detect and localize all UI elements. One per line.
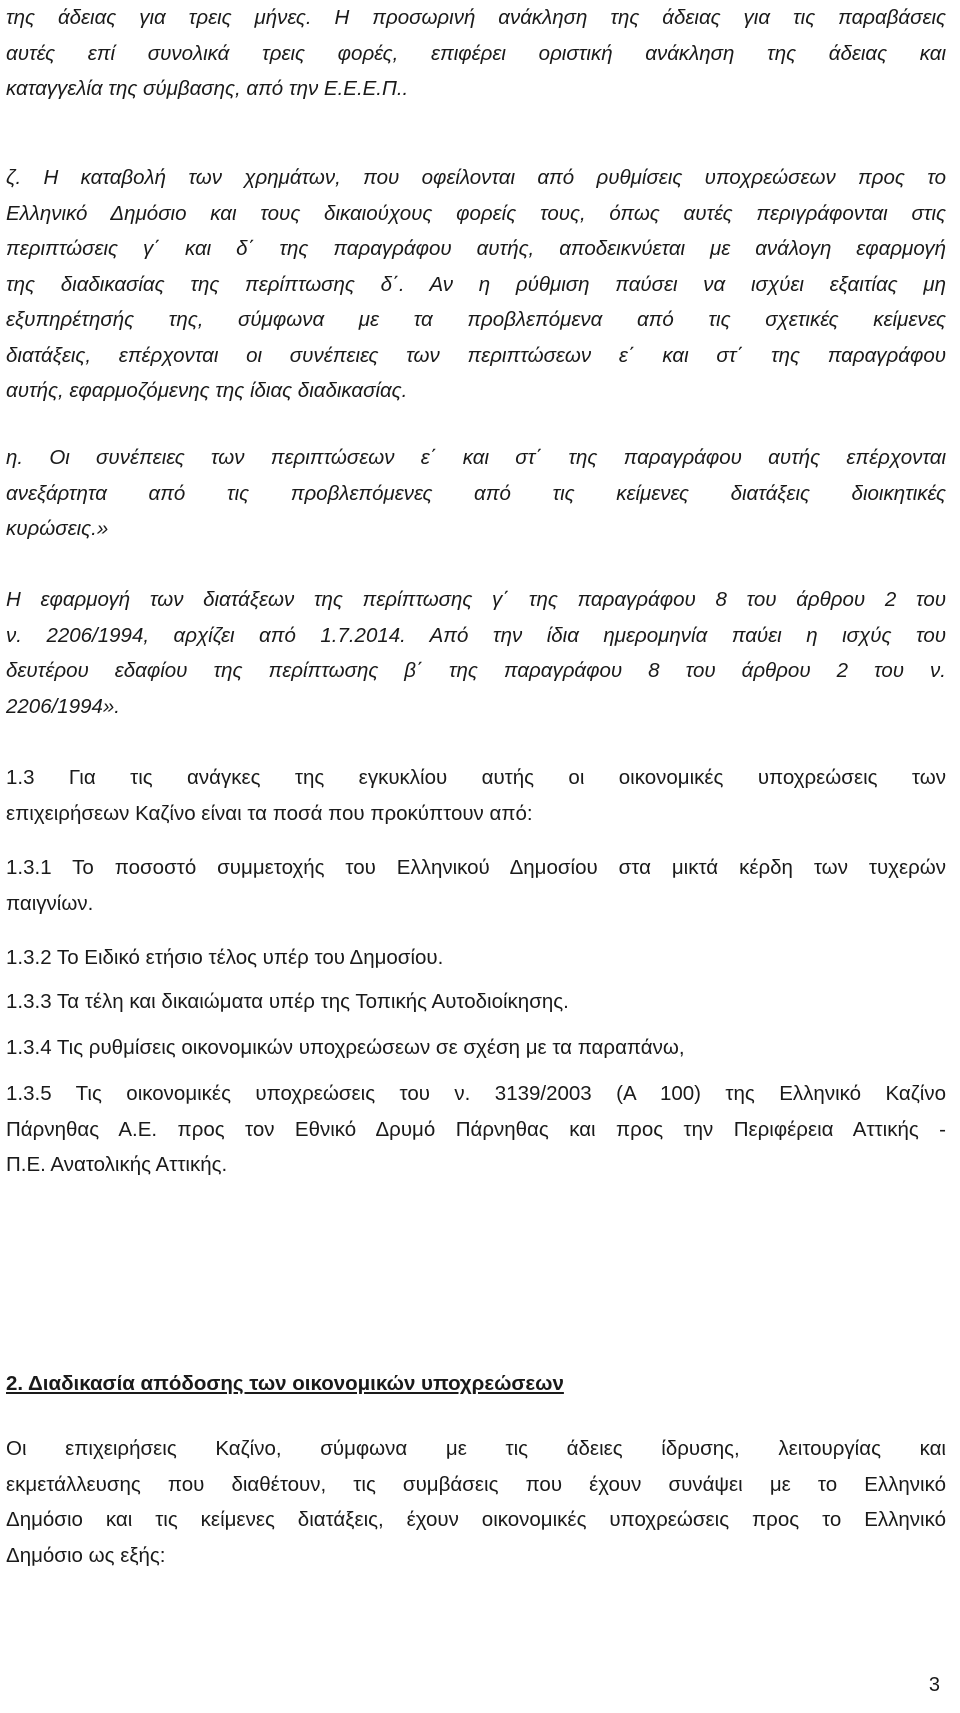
text-line: 2206/1994».	[6, 694, 121, 718]
section-heading: 2. Διαδικασία απόδοσης των οικονομικών υποχρεώσεων	[6, 1372, 564, 1395]
text-line: 1.3.2 Το Ειδικό ετήσιο τέλος υπέρ του Δημοσίου.	[6, 946, 444, 969]
text-line: εκμετάλλευσης που διαθέτουν, τις συμβάσεις που έχουν συνάψει με το Ελληνικό	[6, 1472, 946, 1496]
text-line: ζ. Η καταβολή των χρημάτων, που οφείλονται από ρυθμίσεις υποχρεώσεων προς το	[6, 166, 946, 189]
text-line: Ελληνικό Δημόσιο και τους δικαιούχους φορείς τους, όπως αυτές περιγράφονται στις	[6, 201, 946, 225]
text-line: καταγγελία της σύμβασης, από την Ε.Ε.Ε.Π..	[6, 77, 409, 100]
text-line: 1.3 Για τις ανάγκες της εγκυκλίου αυτής οι οικονομικές υποχρεώσεις των	[6, 766, 946, 789]
text-line: 1.3.4 Τις ρυθμίσεις οικονομικών υποχρεώσεων σε σχέση με τα παραπάνω,	[6, 1036, 685, 1059]
text-line: επιχειρήσεων Καζίνο είναι τα ποσά που προκύπτουν από:	[6, 801, 533, 825]
text-line: παιγνίων.	[6, 891, 94, 915]
text-line: εξυπηρέτησής της, σύμφωνα με τα προβλεπόμενα από τις σχετικές κείμενες	[6, 308, 946, 331]
text-line: 1.3.3 Τα τέλη και δικαιώματα υπέρ της Τοπικής Αυτοδιοίκησης.	[6, 990, 569, 1013]
text-line: Η εφαρμογή των διατάξεων της περίπτωσης γ΄ της παραγράφου 8 του άρθρου 2 του	[6, 588, 946, 611]
paragraph-1-3-1	[6, 850, 946, 921]
page-number: 3	[928, 1674, 940, 1696]
text-line: Οι επιχειρήσεις Καζίνο, σύμφωνα με τις άδειες ίδρυσης, λειτουργίας και	[6, 1437, 946, 1460]
paragraph-application-date	[6, 582, 946, 724]
text-line: διατάξεις, επέρχονται οι συνέπειες των περιπτώσεων ε΄ και στ΄ της παραγράφου	[6, 343, 946, 367]
text-line: ν. 2206/1994, αρχίζει από 1.7.2014. Από την ίδια ημερομηνία παύει η ισχύς του	[6, 623, 946, 647]
text-line: 1.3.5 Τις οικονομικές υποχρεώσεις του ν. 3139/2003 (Α 100) της Ελληνικό Καζίνο	[6, 1082, 946, 1105]
text-line: περιπτώσεις γ΄ και δ΄ της παραγράφου αυτής, αποδεικνύεται με ανάλογη εφαρμογή	[6, 237, 946, 260]
paragraph-zeta-payment	[6, 160, 946, 409]
paragraph-1-3-4	[6, 1030, 946, 1066]
paragraph-1-3-2	[6, 940, 946, 976]
text-line: δευτέρου εδαφίου της περίπτωσης β΄ της παραγράφου 8 του άρθρου 2 του ν.	[6, 659, 946, 682]
paragraph-casino-obligations	[6, 1431, 946, 1573]
paragraph-1-3-5	[6, 1076, 946, 1183]
text-line: Π.Ε. Ανατολικής Αττικής.	[6, 1153, 228, 1176]
text-line: ανεξάρτητα από τις προβλεπόμενες από τις κείμενες διατάξεις διοικητικές	[6, 481, 946, 505]
text-line: αυτές επί συνολικά τρεις φορές, επιφέρει οριστική ανάκληση της άδειας και	[6, 41, 946, 65]
text-line: Πάρνηθας Α.Ε. προς τον Εθνικό Δρυμό Πάρνηθας και προς την Περιφέρεια Αττικής -	[6, 1117, 946, 1141]
text-line: Δημόσιο ως εξής:	[6, 1543, 166, 1567]
paragraph-license-revocation	[6, 0, 946, 107]
text-line: αυτής, εφαρμοζόμενης της ίδιας διαδικασίας.	[6, 379, 408, 402]
text-line: της άδειας για τρεις μήνες. Η προσωρινή ανάκληση της άδειας για τις παραβάσεις	[6, 6, 946, 29]
text-line: κυρώσεις.»	[6, 517, 109, 540]
paragraph-1-3-3	[6, 984, 946, 1020]
paragraph-1-3	[6, 760, 946, 831]
paragraph-eta-consequences	[6, 440, 946, 547]
text-line: της διαδικασίας της περίπτωσης δ΄. Αν η ρύθμιση παύσει να ισχύει εξαιτίας μη	[6, 272, 946, 296]
text-line: 1.3.1 Το ποσοστό συμμετοχής του Ελληνικού Δημοσίου στα μικτά κέρδη των τυχερών	[6, 856, 946, 879]
text-line: Δημόσιο και τις κείμενες διατάξεις, έχουν οικονομικές υποχρεώσεις προς το Ελληνικό	[6, 1508, 946, 1531]
text-line: η. Οι συνέπειες των περιπτώσεων ε΄ και στ΄ της παραγράφου αυτής επέρχονται	[6, 446, 946, 469]
